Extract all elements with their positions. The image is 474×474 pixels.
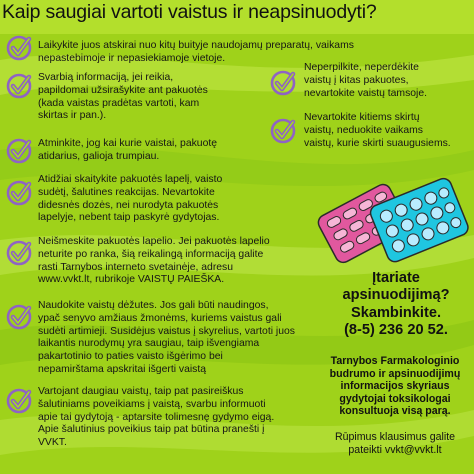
tip-item <box>0 68 270 132</box>
tip-item <box>0 236 330 296</box>
tip-item <box>270 112 474 162</box>
tip-text: Neišmeskite pakuotės lapelio. Jei pakuotės lapelio neturite po ranka, šią reikalingą informaciją galite rasti Tarnybos interneto svetainėje, adresu www.vvkt.lt, rubrikoje VAISTŲ PAIEŠKA. <box>38 236 270 286</box>
check-icon <box>270 118 296 144</box>
contact-email-note: Rūpimus klausimus galite pateikti vvkt@vvkt.lt <box>334 431 456 456</box>
tip-text: Naudokite vaistų dėžutes. Jos gali būti naudingos, ypač senyvo amžiaus žmonėms, kuriems vaistus gali sudėti artimieji. Susidėjus vaistus į skyrelius, vartoti juos laikantis nurodymų yra saugiau, taip išvengiama pakartotinio to paties vaisto išgėrimo bei nepamirštama apskritai išgerti vaistą <box>38 300 295 375</box>
tip-item <box>270 58 474 108</box>
tip-item <box>0 136 270 168</box>
tip-text: Nevartokite kitiems skirtų vaistų, neduokite vaikams vaistų, kurie skirti suaugusiems. <box>304 112 451 149</box>
check-icon <box>6 304 32 330</box>
tip-text: Atidžiai skaitykite pakuotės lapelį, vaisto sudėtį, šalutines reakcijas. Nevartokite didesnės dozės, nei nurodyta pakuotės lapelyje, nebent taip paskyrė gydytojas. <box>38 174 223 224</box>
tip-text: Vartojant daugiau vaistų, taip pat pasireiškus šalutiniams poveikiams į vaistą, svarbu informuoti apie tai gydytoją - aptarsite tolimesnę gydymo eigą. Apie šalutinius poveikius taip pat būtina pranešti į VVKT. <box>38 386 275 449</box>
tip-text: Atminkite, jog kai kurie vaistai, pakuotę atidarius, galioja trumpiau. <box>38 138 218 162</box>
tip-text: Neperpilkite, neperdėkite vaistų į kitas pakuotes, nevartokite vaistų tamsoje. <box>304 62 428 99</box>
tip-text: Svarbią informaciją, jei reikia, papildomai užsirašykite ant pakuotės (kada vaistas pradėtas vartoti, kam skirtas ir pan.). <box>38 72 208 122</box>
check-icon <box>6 180 32 206</box>
check-icon <box>6 240 32 266</box>
tip-item <box>0 386 330 474</box>
check-icon <box>6 388 32 414</box>
page-title: Kaip saugiai vartoti vaistus ir neapsinuodyti? <box>2 1 377 23</box>
check-icon <box>270 70 296 96</box>
tip-text: Laikykite juos atskirai nuo kitų buityje naudojamų preparatų, vaikams nepastebimoje ir nepasiekiamoje vietoje. <box>38 40 354 64</box>
tip-item <box>0 300 330 382</box>
check-icon <box>6 73 32 99</box>
check-icon <box>6 35 32 61</box>
check-icon <box>6 138 32 164</box>
blister-pack-icon <box>305 172 474 272</box>
tip-item <box>0 174 300 232</box>
hotline-callout: Įtariate apsinuodijimą? Skambinkite. (8-5) 236 20 52. <box>342 270 450 339</box>
toxicology-info: Tarnybos Farmakologinio budrumo ir apsinuodijimų informacijos skyriaus gydytojai toksikologai konsultuoja visą parą. <box>329 355 461 418</box>
